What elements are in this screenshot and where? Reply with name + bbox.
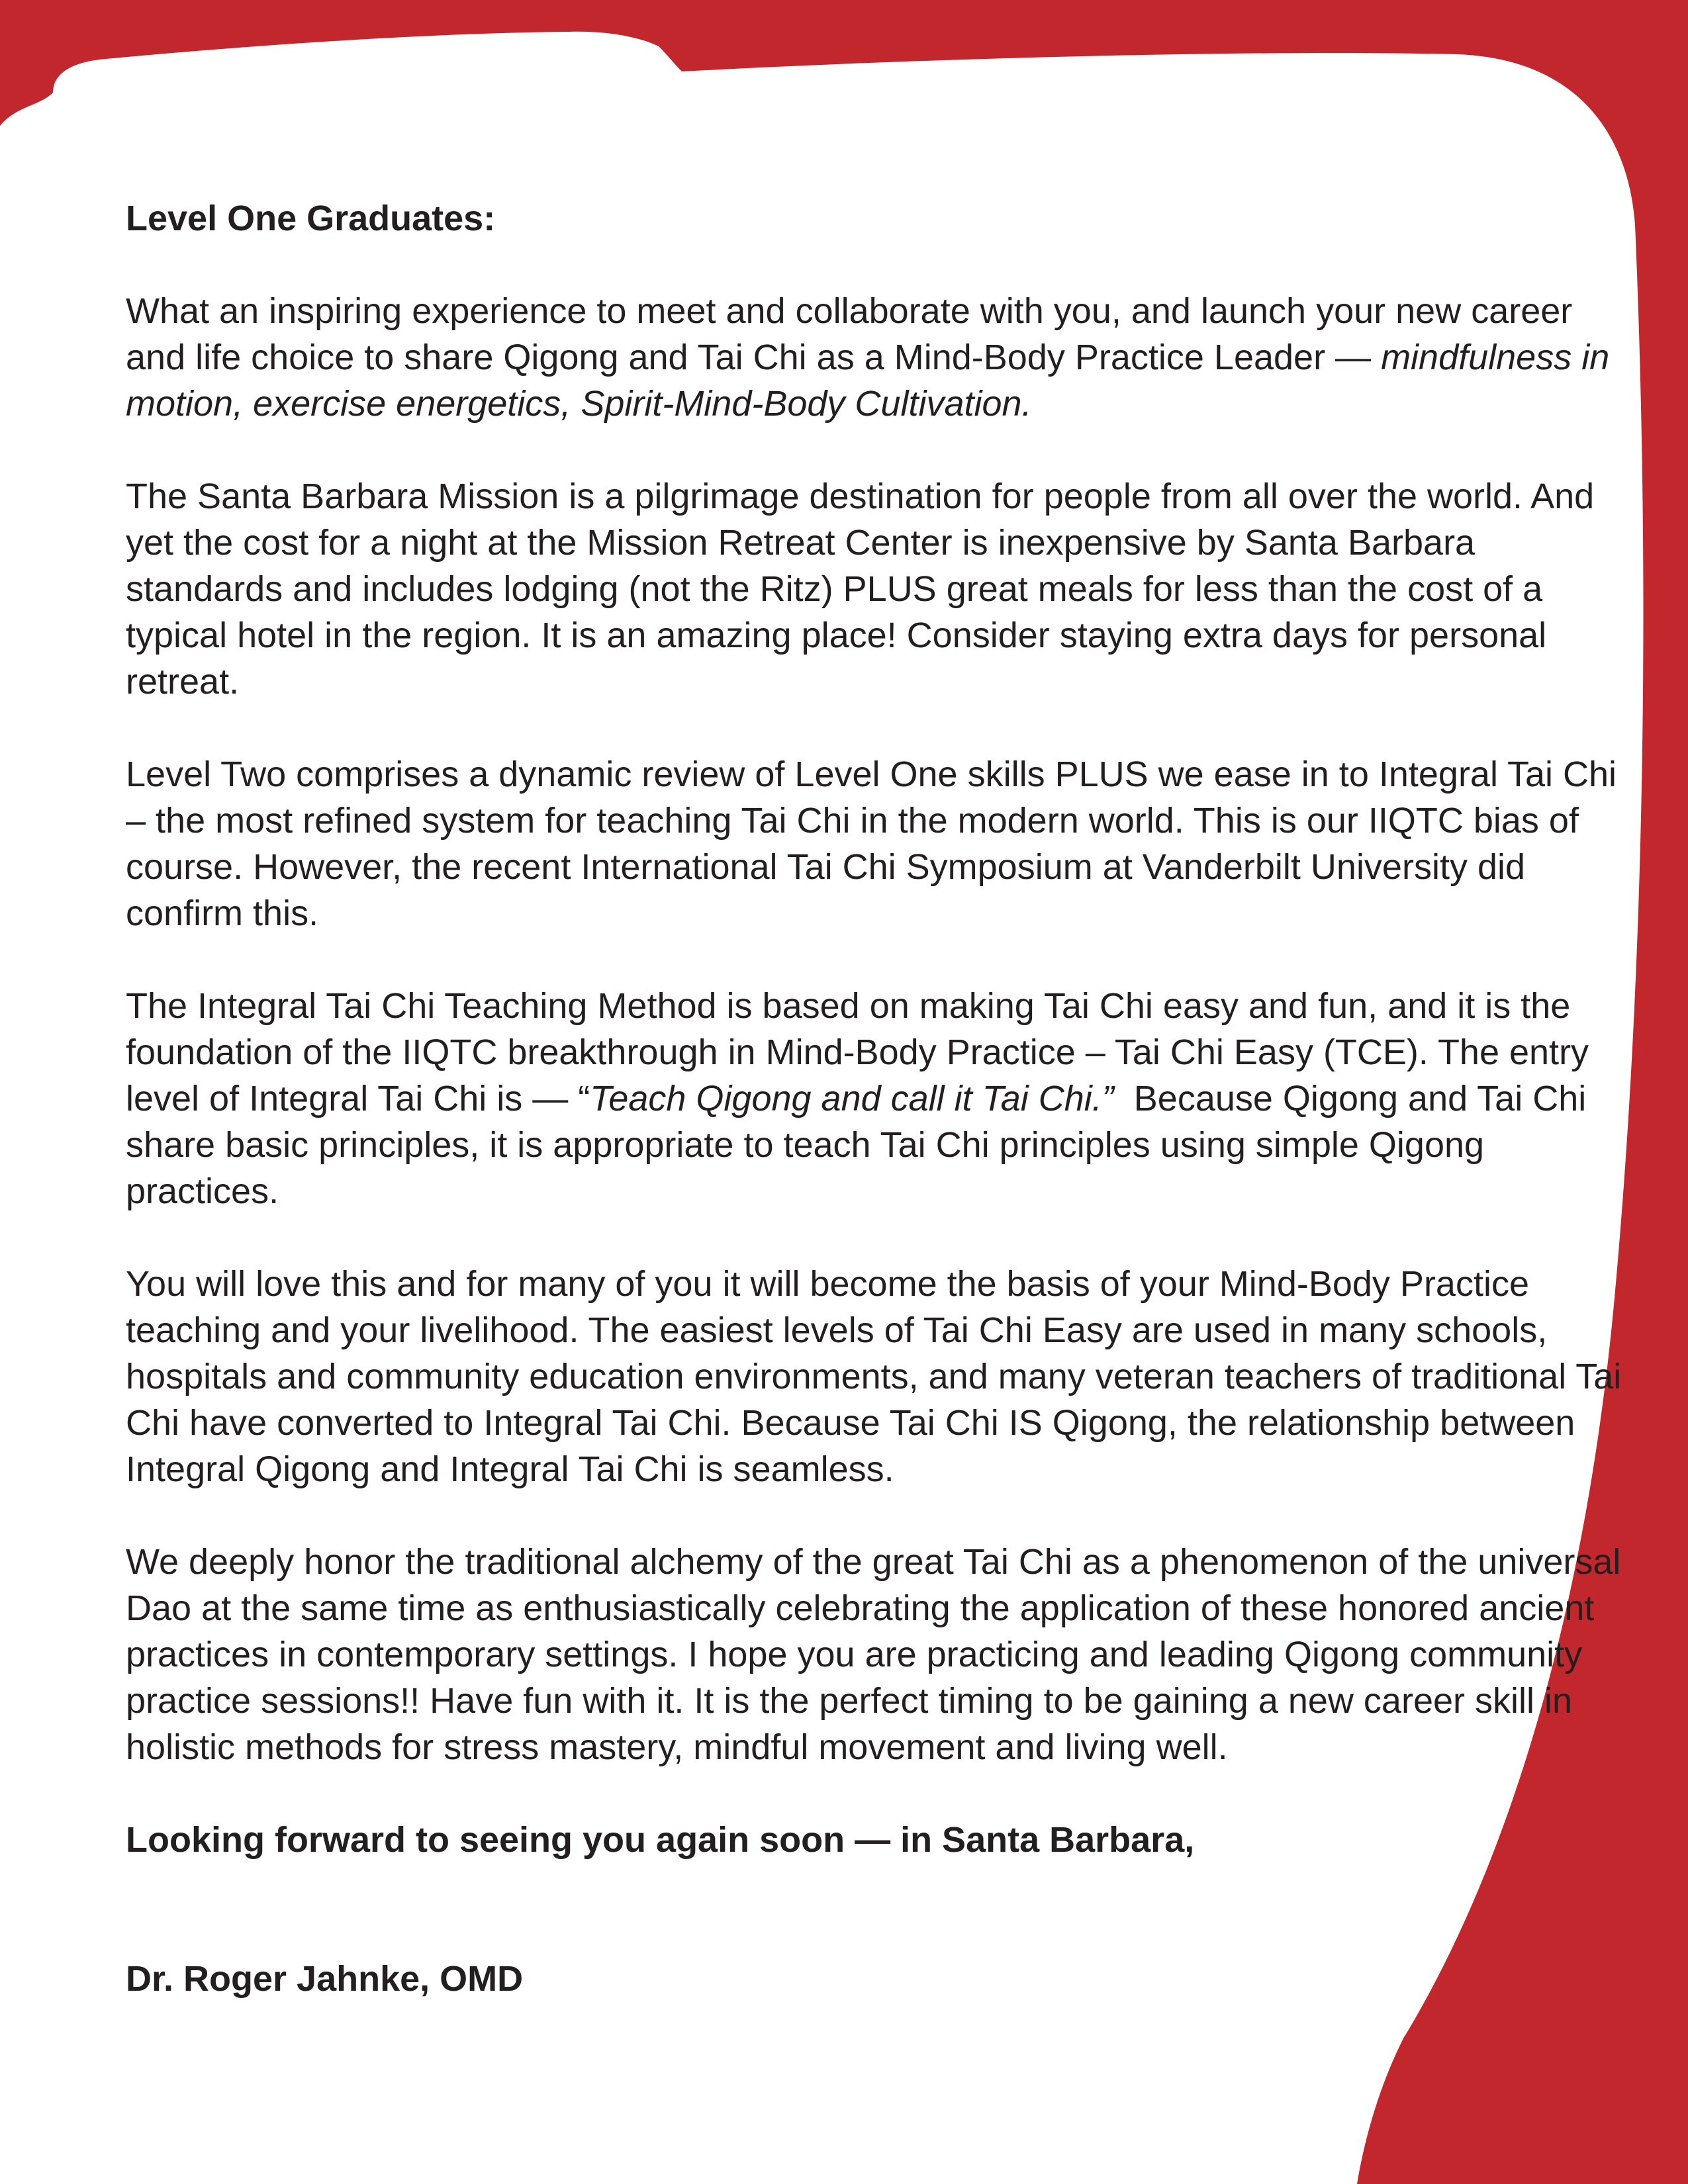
paragraph-4-italic-quote: Teach Qigong and call it Tai Chi.” [590, 1079, 1114, 1118]
letter-body [126, 195, 1642, 2048]
letter-paragraph-5: You will love this and for many of you it will become the basis of your Mind-Body Practice teaching and your livelihood. The easiest levels of Tai Chi Easy are used in many schools, hospitals and community education environments, and many veteran teachers of traditional Tai Chi have converted to Integral Tai Chi. Because Tai Chi IS Qigong, the relationship between Integral Qigong and Integral Tai Chi is seamless. [126, 1264, 1622, 1489]
letter-greeting: Level One Graduates: [126, 199, 496, 238]
paragraph-4-text-after: Because Qigong and Tai Chi share basic principles, it is appropriate to teach Tai Chi principles using simple Qigong practices. [126, 1079, 1597, 1211]
letter-paragraph-6: We deeply honor the traditional alchemy of the great Tai Chi as a phenomenon of the universal Dao at the same time as enthusiastically celebrating the application of these honored ancient practices in contemporary settings. I hope you are practicing and leading Qigong community practice sessions!! Have fun with it. It is the perfect timing to be gaining a new career skill in holistic methods for stress mastery, mindful movement and living well. [126, 1542, 1621, 1767]
letter-signature: Dr. Roger Jahnke, OMD [126, 1959, 524, 1999]
letter-closing: Looking forward to seeing you again soon — in Santa Barbara, [126, 1820, 1195, 1860]
letter-paragraph-2: The Santa Barbara Mission is a pilgrimage destination for people from all over the world. And yet the cost for a night at the Mission Retreat Center is inexpensive by Santa Barbara standards and includes lodging (not the Ritz) PLUS great meals for less than the cost of a typical hotel in the region. It is an amazing place! Consider staying extra days for personal retreat. [126, 477, 1595, 702]
paragraph-4-text-before: The Integral Tai Chi Teaching Method is based on making Tai Chi easy and fun, and it is the foundation of the IIQTC breakthrough in Mind-Body Practice – Tai Chi Easy (TCE). The entry level of Integral Tai Chi is — “ [126, 986, 1589, 1118]
letter-paragraph-1 [126, 288, 1642, 427]
letter-paragraph-4 [126, 983, 1642, 1214]
letter-paragraph-3: Level Two comprises a dynamic review of Level One skills PLUS we ease in to Integral Tai Chi – the most refined system for teaching Tai Chi in the modern world. This is our IIQTC bias of course. However, the recent International Tai Chi Symposium at Vanderbilt University did confirm this. [126, 754, 1617, 933]
paragraph-1-text: What an inspiring experience to meet and collaborate with you, and launch your new career and life choice to share Qigong and Tai Chi as a Mind-Body Practice Leader — [126, 291, 1573, 377]
paragraph-1-italic: mindfulness in motion, exercise energetics, Spirit-Mind-Body Cultivation. [126, 338, 1610, 424]
